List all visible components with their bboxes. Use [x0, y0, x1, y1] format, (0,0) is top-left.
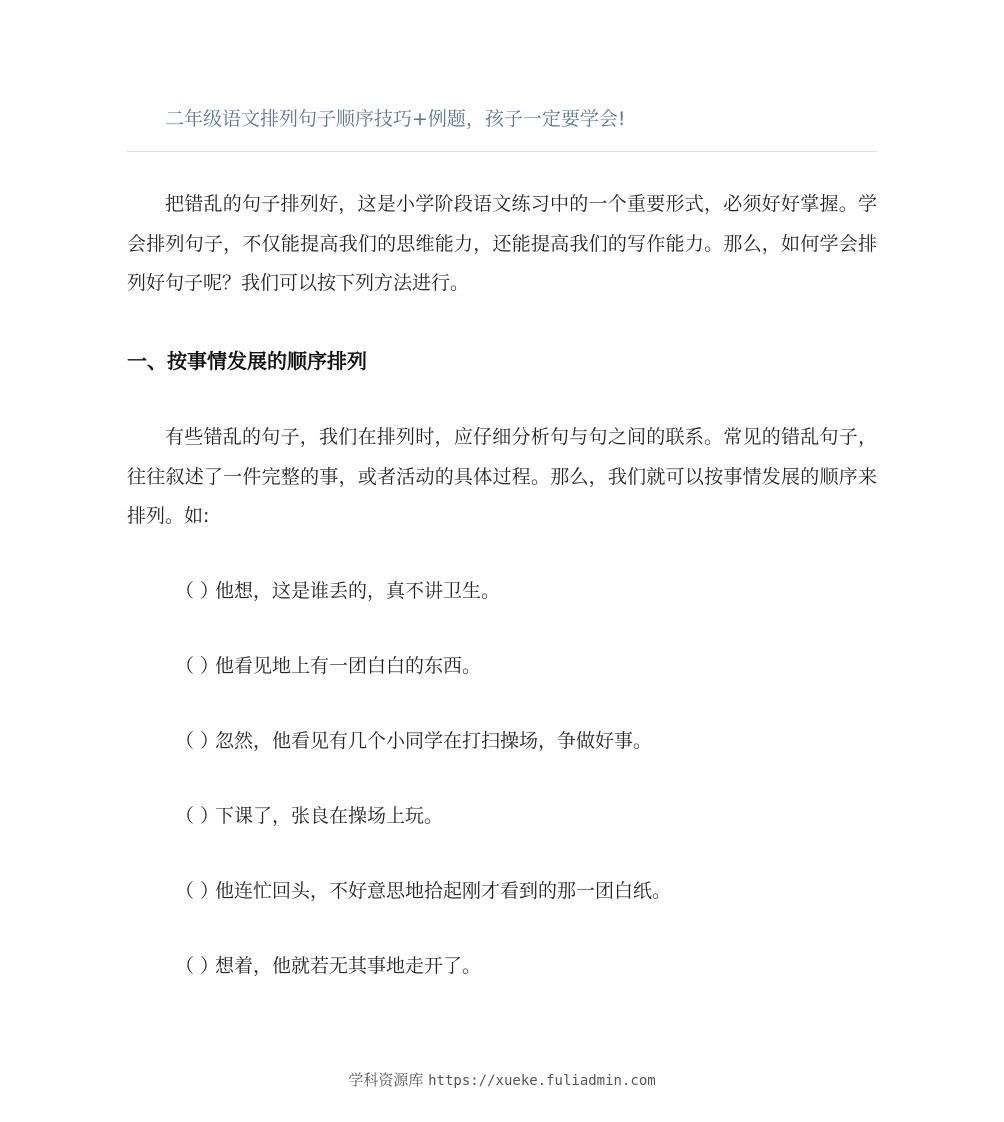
- exercise-item: [175, 873, 671, 948]
- answer-bracket: （ ）: [175, 955, 220, 977]
- exercise-sentence: 他看见地上有一团白白的东西。: [215, 655, 482, 677]
- page-footer: [0, 1068, 1004, 1093]
- intro-paragraph: 把错乱的句子排列好，这是小学阶段语文练习中的一个重要形式，必须好好掌握。学会排列句子，不仅能提高我们的思维能力，还能提高我们的写作能力。那么，如何学会排列好句子呢？我们可以按下列方法进行。: [127, 193, 877, 294]
- exercise-item: [175, 648, 671, 723]
- exercise-sentence: 他想，这是谁丢的，真不讲卫生。: [215, 580, 501, 602]
- section-paragraph: 有些错乱的句子，我们在排列时，应仔细分析句与句之间的联系。常见的错乱句子，往往叙述了一件完整的事，或者活动的具体过程。那么，我们就可以按事情发展的顺序来排列。如:: [127, 426, 877, 527]
- answer-bracket: （ ）: [175, 880, 220, 902]
- answer-bracket: （ ）: [175, 805, 220, 827]
- exercise-item: [175, 573, 671, 648]
- exercise-sentence: 他连忙回头，不好意思地拾起刚才看到的那一团白纸。: [215, 880, 672, 902]
- footer-url[interactable]: https://xueke.fuliadmin.com: [428, 1073, 656, 1089]
- footer-source: 学科资源库: [348, 1071, 424, 1089]
- exercise-sentence: 想着，他就若无其事地走开了。: [215, 955, 482, 977]
- section-heading: 一、按事情发展的顺序排列: [127, 349, 367, 373]
- exercise-item: [175, 723, 671, 798]
- exercise-sentence: 忽然，他看见有几个小同学在打扫操场，争做好事。: [215, 730, 653, 752]
- exercise-item: [175, 948, 671, 1023]
- article-title: 二年级语文排列句子顺序技巧+例题，孩子一定要学会!: [165, 108, 626, 130]
- title-divider: [127, 151, 877, 152]
- answer-bracket: （ ）: [175, 655, 220, 677]
- exercise-list: [175, 573, 671, 1023]
- answer-bracket: （ ）: [175, 580, 220, 602]
- answer-bracket: （ ）: [175, 730, 220, 752]
- exercise-sentence: 下课了，张良在操场上玩。: [215, 805, 444, 827]
- exercise-item: [175, 798, 671, 873]
